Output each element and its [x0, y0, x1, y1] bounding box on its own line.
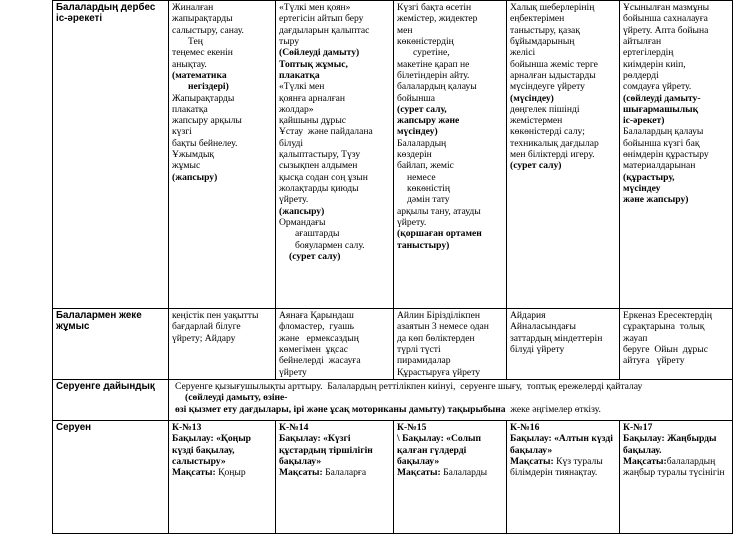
- cell-line: дағдыларын қалыптас: [279, 24, 370, 36]
- cell-line: іс-әрекет): [623, 115, 665, 127]
- cell-line: үйрету.: [397, 216, 427, 228]
- prep-line-2: (сөйлеуді дамыту, өзіне-: [185, 392, 288, 404]
- walk-cell: [620, 420, 733, 533]
- walk-observation: Бақылау: «Күзгі құстардың тіршілігін бақылау»: [279, 433, 376, 467]
- cell-line: (сурет салу,: [397, 103, 447, 115]
- cell-line: мүсіндеуге үйрету: [510, 81, 585, 93]
- cell-line: ағаштарды: [295, 228, 340, 240]
- cell-line: сұрақтарына толық жауап: [623, 321, 710, 344]
- cell-line: плакатқа: [172, 103, 208, 115]
- daily-plan-table: [52, 0, 733, 534]
- cell-line: «Түлкі мен: [279, 81, 325, 93]
- cell-line: бейнелерді жасауға: [279, 355, 361, 367]
- cell-line: Айналасындағы: [510, 321, 576, 333]
- cell-line: күзгі: [172, 126, 192, 138]
- cell-line: байлап, жеміс: [397, 160, 454, 172]
- cell-line: үйрету.: [279, 194, 309, 206]
- cell-line: (сөйлеуді дамыту-: [623, 92, 701, 104]
- walk-cell: [507, 420, 620, 533]
- cell-line: үйрету: [279, 366, 307, 378]
- individual-cell: [620, 309, 733, 380]
- cell-line: кеңістік пен уақытты: [172, 310, 259, 321]
- individual-cell: [394, 309, 507, 380]
- row-header-individual: Балалармен жеке жұмыс: [53, 309, 169, 380]
- cell-line: көкөністерді салу;: [510, 126, 585, 138]
- row-individual-work: [53, 309, 733, 380]
- cell-line: мүсіндеу: [623, 183, 661, 194]
- cell-line: мен: [397, 24, 413, 36]
- cell-line: еңбектерімен: [510, 13, 565, 25]
- walk-cell: [276, 420, 394, 533]
- cell-line: (мүсіндеу): [510, 92, 554, 104]
- prep-line-1: Серуенге қызығушылықты арттыру. Балалардың реттілікпен киінуі, серуенге шығу, топтық ережелерді қайталау: [175, 380, 643, 392]
- cell-line: жемістермен: [510, 115, 563, 127]
- cell-line: Балалардың: [397, 137, 447, 149]
- cell-line: сомдауға үйрету.: [623, 81, 692, 93]
- cell-line: дөңгелек пішінді: [510, 103, 580, 115]
- cell-line: Күзгі бақта өсетін: [397, 2, 472, 13]
- walk-observation: Бақылау: «Алтын күзді бақылау»: [510, 433, 616, 456]
- cell-line: жолақтарды қиюды: [279, 183, 359, 194]
- walk-goal: Қоңыр: [215, 467, 246, 479]
- cell-line: қысқа содан соң ұзын: [279, 171, 368, 183]
- cell-line: бойынша жеміс терге: [510, 58, 598, 70]
- cell-line: және ермексаздың: [279, 332, 359, 344]
- cell-line: беруге Ойын дұрыс: [623, 343, 708, 355]
- cell-line: балалардың қалауы: [397, 81, 477, 93]
- cell-line: Ұсынылған мазмұны: [623, 2, 710, 13]
- walk-goal: Балаларға: [322, 467, 367, 479]
- cell-line: бұйымдарының: [510, 35, 575, 47]
- cell-line: көздерін: [397, 149, 432, 161]
- cell-line: түрлі түсті: [397, 343, 441, 355]
- cell-line: анықтау.: [172, 58, 207, 70]
- cell-line: Ұстау және пайдалана: [279, 126, 373, 138]
- row-header-walk: Серуен: [53, 420, 169, 533]
- cell-line: (сурет салу): [510, 160, 562, 172]
- row-header-independent: Балалардың дербес іс-әрекеті: [53, 1, 169, 309]
- cell-line: салыстыру, санау.: [172, 24, 244, 36]
- cell-line: мүсіндеу): [397, 126, 438, 138]
- cell-line: көмегімен ұқсас: [279, 343, 348, 355]
- cell-line: Жиналған: [172, 2, 214, 13]
- cell-line: білуді: [279, 137, 304, 149]
- cell-line: мен біліктерді игеру.: [510, 149, 595, 161]
- cell-line: жапырақтарды: [172, 13, 233, 25]
- cell-line: теңемес екенін: [172, 47, 233, 59]
- cell-line: немесе: [407, 171, 436, 183]
- cell-line: (сурет салу): [289, 250, 341, 262]
- walk-goal-label: Мақсаты:: [510, 455, 554, 467]
- cell-line: плакатқа: [279, 69, 320, 81]
- cell-line: жапсыру арқылы: [172, 115, 242, 127]
- cell-line: білуді үйрету: [510, 343, 565, 355]
- cell-line: таныстыру): [397, 239, 450, 251]
- cell-line: жұмыс: [172, 160, 201, 172]
- cell-line: рөлдерді: [623, 69, 659, 81]
- cell-line: желісі: [510, 47, 536, 59]
- cell-line: тыру: [279, 35, 300, 47]
- cell-line: бойынша: [397, 92, 436, 104]
- individual-cell: [507, 309, 620, 380]
- cell-line: заттардың міндеттерін: [510, 332, 603, 344]
- cell-line: үйрету; Айдару: [172, 332, 236, 344]
- cell-line: да көп бөліктерден: [397, 332, 475, 344]
- cell-line: арналған ыдыстарды: [510, 69, 596, 81]
- cell-line: айтылған: [623, 35, 662, 47]
- cell-line: негіздері): [188, 81, 229, 93]
- cell-line: бақты бейнелеу.: [172, 137, 238, 149]
- cell-line: Айдария: [510, 310, 546, 321]
- prep-line-3-bold: өзі қызмет ету дағдылары, ірі және ұсақ моториканы дамыту) тақырыбына: [175, 403, 506, 415]
- cell-line: Құрастыруға үйрету: [397, 366, 481, 378]
- cell-line: техникалық дағдылар: [510, 137, 599, 149]
- cell-line: Халық шеберлерінің: [510, 2, 595, 13]
- row-independent-activity: [53, 1, 733, 309]
- individual-cell: [276, 309, 394, 380]
- cell-line: бойынша сахналауға: [623, 13, 708, 25]
- cell-line: Балалардың қалауы: [623, 126, 704, 138]
- cell-line: Тең: [188, 35, 203, 47]
- cell-line: Айлин Бірізділікпен: [397, 310, 480, 321]
- cell-line: жапсыру және: [397, 115, 460, 127]
- cell-line: (қоршаған ортамен: [397, 228, 482, 240]
- walk-cell: [169, 420, 276, 533]
- cell-line: қоянға арналған: [279, 92, 346, 104]
- walk-observation: Бақылау: «Қоңыр күзді бақылау, салыстыру»: [172, 433, 254, 467]
- cell-line: (жапсыру): [279, 205, 325, 217]
- independent-cell: [276, 1, 394, 309]
- cell-line: киімдерін киіп,: [623, 58, 686, 70]
- walk-goal-label: Мақсаты:: [279, 467, 323, 479]
- prep-cell: [169, 379, 733, 420]
- walk-cell: [394, 420, 507, 533]
- cell-line: суретіне,: [413, 47, 450, 59]
- cell-line: Ормандағы: [279, 216, 326, 228]
- cell-line: макетіне қарап не: [397, 58, 470, 70]
- cell-line: білетіндерін айту.: [397, 69, 470, 81]
- walk-observation: Бақылау: Жаңбырды бақылау.: [623, 433, 719, 456]
- cell-line: жемістер, жидектер: [397, 13, 478, 25]
- walk-goal: Балаларды: [440, 467, 488, 479]
- cell-line: үйрету. Апта бойына: [623, 24, 709, 36]
- prep-line-3-rest: жеке әңгімелер өткізу.: [505, 403, 601, 415]
- cell-line: дәмін тату: [407, 194, 450, 206]
- walk-goal: балалардың жаңбыр туралы түсінігін: [623, 455, 725, 479]
- cell-line: Аянаға Қарындаш: [279, 310, 354, 321]
- cell-line: бояулармен салу.: [295, 239, 365, 251]
- cell-line: «Түлкі мен қоян»: [279, 2, 351, 13]
- cell-line: көкөністің: [407, 183, 450, 194]
- walk-code: К-№15: [397, 421, 427, 433]
- walk-goal: Күз туралы білімдерін тиянақтау.: [510, 455, 606, 479]
- independent-cell: [507, 1, 620, 309]
- independent-cell: [394, 1, 507, 309]
- cell-line: шығармашылық: [623, 103, 699, 115]
- cell-line: ертегісін айтып беру: [279, 13, 364, 25]
- independent-cell: [169, 1, 276, 309]
- cell-line: арқылы тану, атауды: [397, 205, 481, 217]
- walk-code: К-№16: [510, 421, 540, 433]
- cell-line: ертегілердің: [623, 47, 674, 59]
- cell-line: сызықпен алдымен: [279, 160, 358, 172]
- cell-line: таныстыру, қазақ: [510, 24, 580, 36]
- cell-line: (математика: [172, 69, 227, 81]
- row-walk-preparation: [53, 379, 733, 420]
- cell-line: жолдар»: [279, 103, 314, 115]
- cell-line: (Сөйлеуді дамыту): [279, 47, 360, 59]
- cell-line: қалыптастыру, Түзу: [279, 149, 361, 161]
- cell-line: (жапсыру): [172, 171, 218, 183]
- cell-line: Ұжымдық: [172, 149, 215, 161]
- cell-line: Топтық жұмыс,: [279, 58, 348, 70]
- cell-line: (құрастыру,: [623, 171, 675, 183]
- individual-cell: [169, 309, 276, 380]
- cell-line: өнімдерін құрастыру: [623, 149, 709, 161]
- cell-line: пирамидалар: [397, 355, 451, 367]
- independent-cell: [620, 1, 733, 309]
- walk-code: К-№14: [279, 421, 309, 433]
- cell-line: Еркеназ Ересектердің: [623, 310, 713, 321]
- cell-line: азаятын 3 немесе одан: [397, 321, 489, 333]
- walk-code: К-№17: [623, 421, 653, 433]
- cell-line: Жапырақтарды: [172, 92, 235, 104]
- cell-line: қайшыны дұрыс: [279, 115, 347, 127]
- walk-observation: \ Бақылау: «Солып қалған гүлдерді бақылау»: [397, 433, 484, 467]
- walk-goal-label: Мақсаты:: [397, 467, 441, 479]
- cell-line: және жапсыру): [623, 194, 689, 206]
- row-header-prep: Серуенге дайындық: [53, 379, 169, 420]
- cell-line: айтуға үйрету: [623, 355, 685, 367]
- cell-line: бойынша күзгі бақ: [623, 137, 700, 149]
- cell-line: фломастер, гуашь: [279, 321, 354, 333]
- cell-line: көкөністердің: [397, 35, 454, 47]
- cell-line: бағдарлай білуге: [172, 321, 241, 333]
- cell-line: материалдарынан: [623, 160, 696, 172]
- walk-goal-label: Мақсаты:: [623, 455, 667, 467]
- walk-goal-label: Мақсаты:: [172, 467, 216, 479]
- walk-code: К-№13: [172, 421, 202, 433]
- row-walk: [53, 420, 733, 533]
